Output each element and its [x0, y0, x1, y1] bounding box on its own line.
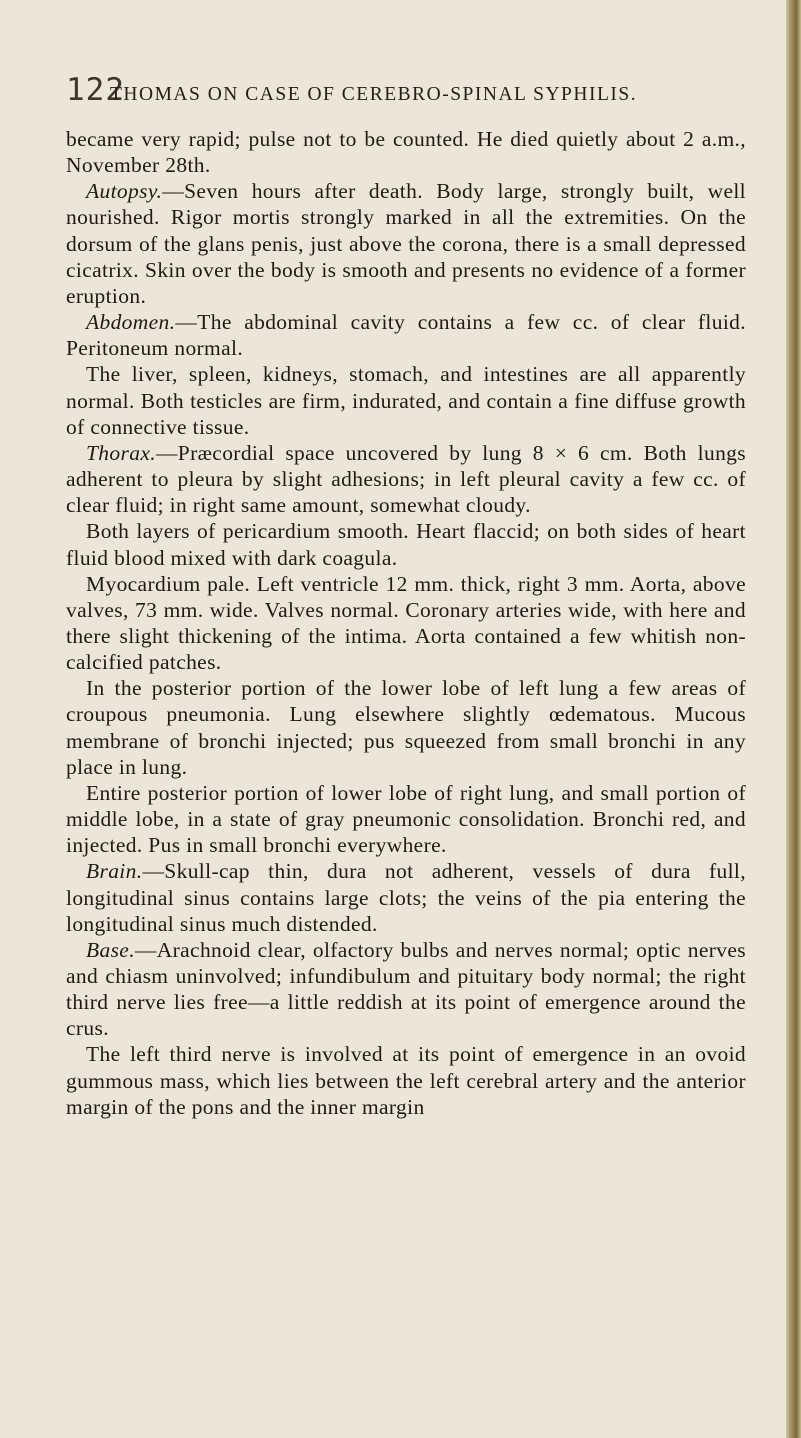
page-edge — [786, 0, 801, 1438]
paragraph-base — [66, 937, 746, 1042]
body-text — [66, 126, 746, 1120]
paragraph-text: The left third nerve is involved at its point of emergence in an ovoid gummous mass, which lies between the left cerebral artery and the anterior margin of the pons and the inner margin — [66, 1042, 746, 1119]
page-number: 122 — [66, 72, 125, 108]
running-title: THOMAS ON CASE OF CEREBRO-SPINAL SYPHILIS. — [110, 84, 638, 105]
paragraph-text: —The abdominal cavity contains a few cc. of clear fluid. Peritoneum normal. — [66, 310, 746, 361]
paragraph-text: The liver, spleen, kidneys, stomach, and intestines are all apparently normal. Both testicles are firm, indurated, and contain a fine diffuse growth of connective tissue. — [66, 362, 746, 439]
paragraph-text: In the posterior portion of the lower lobe of left lung a few areas of croupous pneumonia. Lung elsewhere slightly œdematous. Mucous membrane of bronchi injected; pus squeezed from small bronchi in any place in lung. — [66, 676, 746, 779]
paragraph-text: Myocardium pale. Left ventricle 12 mm. thick, right 3 mm. Aorta, above valves, 73 mm. wide. Valves normal. Coronary arteries wide, with here and there slight thickening of the intima. Aorta contained a few whitish non-calcified patches. — [66, 571, 746, 675]
paragraph — [66, 675, 746, 780]
paragraph — [66, 126, 746, 178]
paragraph — [66, 518, 746, 570]
section-heading-abdomen: Abdomen. — [86, 310, 176, 335]
paragraph-text: —Seven hours after death. Body large, strongly built, well nourished. Rigor mortis strongly marked in all the extremities. On the dorsum of the glans penis, just above the corona, there is a small depressed cicatrix. Skin over the body is smooth and presents no evidence of a former eruption. — [66, 179, 746, 308]
paragraph-brain — [66, 858, 746, 936]
paragraph-text: —Præcordial space uncovered by lung 8 × 6 cm. Both lungs adherent to pleura by slight adhesions; in left pleural cavity a few cc. of clear fluid; in right same amount, somewhat cloudy. — [66, 440, 746, 518]
running-head — [66, 72, 756, 112]
paragraph-text: —Skull-cap thin, dura not adherent, vessels of dura full, longitudinal sinus contains large clots; the veins of the pia entering the longitudinal sinus much distended. — [66, 859, 746, 936]
paragraph-text: —Arachnoid clear, olfactory bulbs and nerves normal; optic nerves and chiasm uninvolved; infundibulum and pituitary body normal; the right third nerve lies free—a little reddish at its point of emergence around the crus. — [66, 937, 746, 1041]
section-heading-autopsy: Autopsy. — [86, 179, 163, 204]
section-heading-brain: Brain. — [86, 859, 143, 884]
paragraph-text: Entire posterior portion of lower lobe of right lung, and small portion of middle lobe, in a state of gray pneumonic consolidation. Bronchi red, and injected. Pus in small bronchi everywhere. — [66, 780, 746, 858]
paragraph-text: Both layers of pericardium smooth. Heart flaccid; on both sides of heart fluid blood mixed with dark coagula. — [66, 519, 746, 570]
paragraph-text: became very rapid; pulse not to be counted. He died quietly about 2 a.m., November 28th. — [66, 127, 746, 178]
paragraph-autopsy — [66, 178, 746, 309]
paragraph — [66, 571, 746, 676]
paragraph-abdomen — [66, 309, 746, 361]
section-heading-base: Base. — [86, 937, 135, 962]
paragraph — [66, 1041, 746, 1119]
paragraph-thorax — [66, 440, 746, 518]
section-heading-thorax: Thorax. — [86, 440, 156, 465]
paragraph — [66, 780, 746, 858]
paragraph — [66, 361, 746, 439]
